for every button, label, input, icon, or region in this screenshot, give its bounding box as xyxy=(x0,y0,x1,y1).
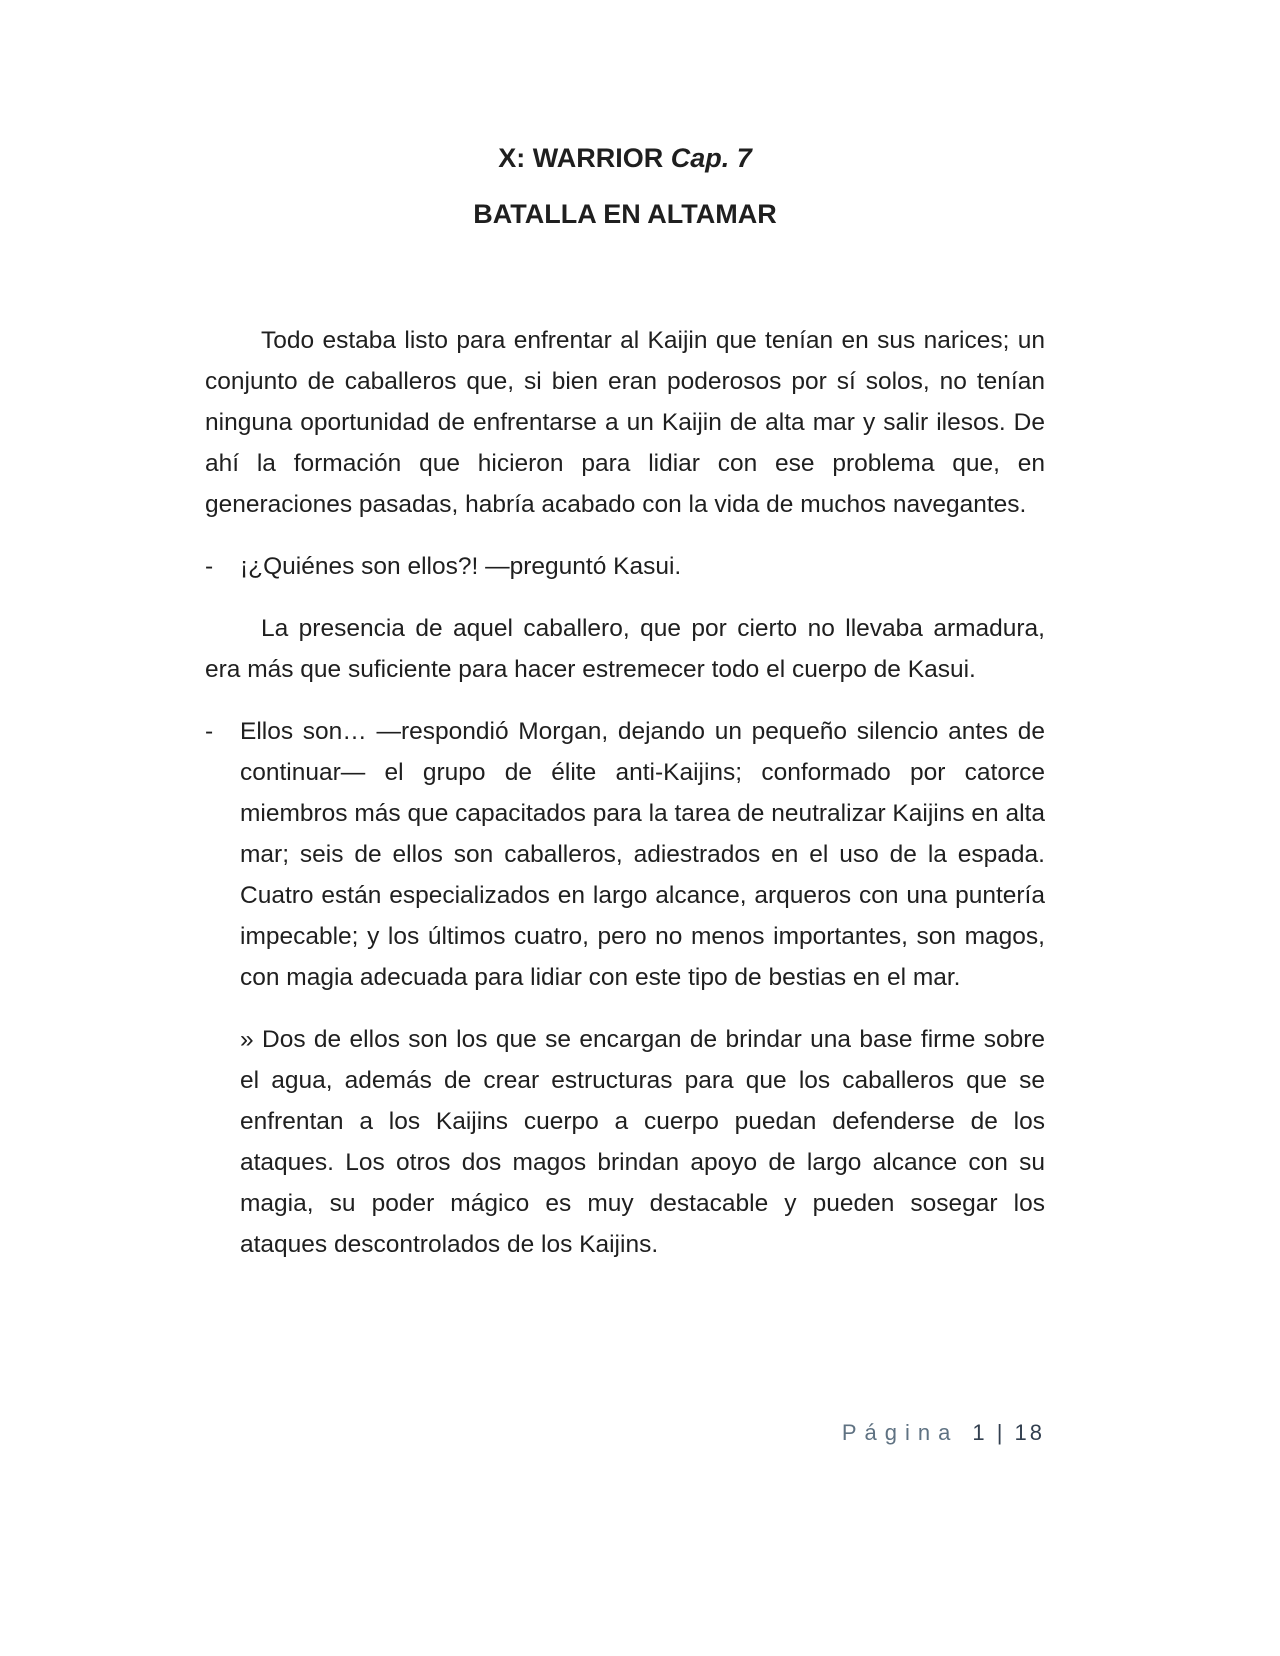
page-subtitle: BATALLA EN ALTAMAR xyxy=(473,199,777,229)
dialogue-text: Ellos son… —respondió Morgan, dejando un pequeño silencio antes de continuar— el grupo de élite anti-Kaijins; conformado por catorce miembros más que capacitados para la tarea de neutralizar Kaijins en alta mar; seis de ellos son caballeros, adiestrados en el uso de la espada. Cuatro están especializados en largo alcance, arqueros con una puntería impecable; y los últimos cuatro, pero no menos importantes, son magos, con magia adecuada para lidiar con este tipo de bestias en el mar. xyxy=(240,718,1045,991)
dialogue-line-morgan xyxy=(205,711,1045,998)
paragraph-presencia: La presencia de aquel caballero, que por cierto no llevaba armadura, era más que suficiente para hacer estremecer todo el cuerpo de Kasui. xyxy=(205,615,1045,683)
page-footer xyxy=(205,1420,1045,1446)
dialogue-line-kasui xyxy=(205,546,1045,587)
page-title xyxy=(205,138,1045,178)
paragraph-continuation-quote: » Dos de ellos son los que se encargan de brindar una base firme sobre el agua, además de crear estructuras para que los caballeros que se enfrentan a los Kaijins cuerpo a cuerpo puedan defenderse de los ataques. Los otros dos magos brindan apoyo de largo alcance con su magia, su poder mágico es muy destacable y pueden sosegar los ataques descontrolados de los Kaijins. xyxy=(240,1026,1045,1258)
paragraph-intro: Todo estaba listo para enfrentar al Kaijin que tenían en sus narices; un conjunto de caballeros que, si bien eran poderosos por sí solos, no tenían ninguna oportunidad de enfrentarse a un Kaijin de alta mar y salir ilesos. De ahí la formación que hicieron para lidiar con ese problema que, en generaciones pasadas, habría acabado con la vida de muchos navegantes. xyxy=(205,327,1045,518)
title-main: X: WARRIOR xyxy=(498,143,664,173)
footer-page-number: 1 | 18 xyxy=(972,1420,1045,1445)
footer-page-label: Página xyxy=(841,1420,959,1445)
dialogue-text: ¡¿Quiénes son ellos?! —preguntó Kasui. xyxy=(240,553,682,580)
dash-marker: - xyxy=(205,553,214,580)
document-content xyxy=(205,138,1045,1286)
title-chapter: Cap. 7 xyxy=(670,143,752,173)
dash-marker: - xyxy=(205,718,214,745)
